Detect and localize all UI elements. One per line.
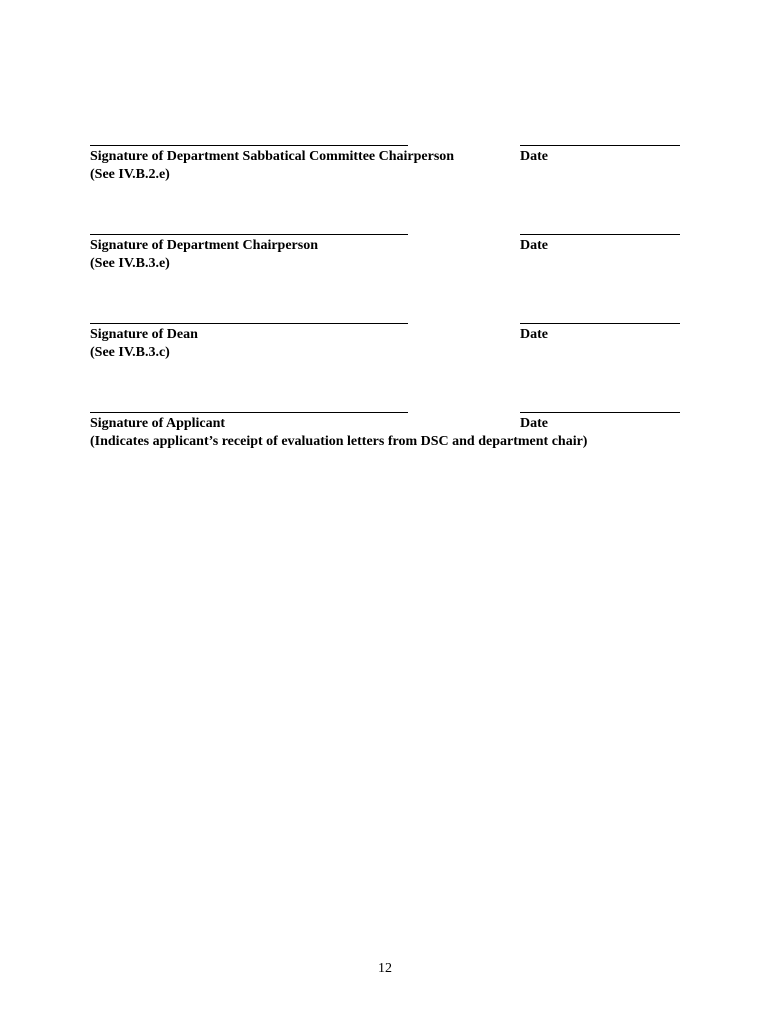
signature-label: Signature of Department Sabbatical Committee Chairperson (90, 149, 455, 164)
signature-line[interactable] (90, 234, 408, 235)
signature-note: (See IV.B.3.c) (90, 345, 170, 360)
signature-line[interactable] (90, 323, 408, 324)
date-label: Date (520, 327, 548, 342)
date-line[interactable] (520, 412, 680, 413)
date-label: Date (520, 149, 548, 164)
date-line[interactable] (520, 323, 680, 324)
signature-note: (See IV.B.2.e) (90, 167, 170, 182)
signature-line[interactable] (90, 145, 408, 146)
page-number: 12 (378, 961, 392, 976)
signature-note: (Indicates applicant’s receipt of evaluation letters from DSC and department chair) (90, 434, 588, 449)
signature-line[interactable] (90, 412, 408, 413)
signature-label: Signature of Dean (90, 327, 198, 342)
date-label: Date (520, 238, 548, 253)
date-label: Date (520, 416, 548, 431)
signature-label: Signature of Department Chairperson (90, 238, 319, 253)
signature-label: Signature of Applicant (90, 416, 226, 431)
signature-note: (See IV.B.3.e) (90, 256, 170, 271)
date-line[interactable] (520, 234, 680, 235)
date-line[interactable] (520, 145, 680, 146)
